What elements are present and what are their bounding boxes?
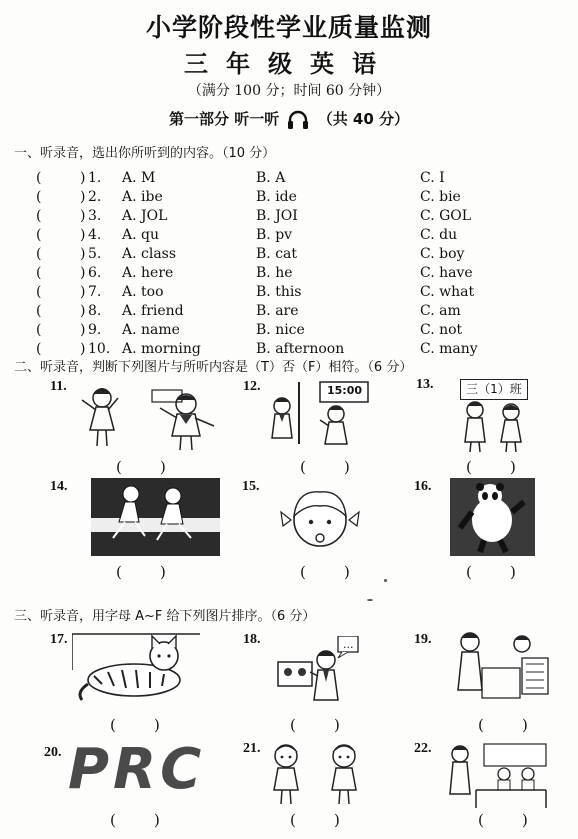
- class-sign: 三（1）班: [460, 379, 528, 400]
- question-row: [30, 265, 570, 284]
- answer-paren-open[interactable]: (: [36, 189, 42, 205]
- option-c: C. GOL: [420, 208, 472, 224]
- question-number: 7.: [88, 284, 102, 300]
- answer-paren-close[interactable]: ): [80, 341, 86, 357]
- item-number: 18.: [243, 632, 261, 647]
- option-c: C. du: [420, 227, 458, 243]
- answer-blank[interactable]: ( ): [110, 716, 160, 734]
- answer-blank[interactable]: ( ): [478, 811, 528, 829]
- picture-classroom-students: [446, 740, 550, 810]
- picture-classroom-board: [452, 628, 550, 704]
- option-a: A. name: [122, 322, 180, 338]
- question-row: [30, 227, 570, 246]
- answer-blank[interactable]: ( ): [290, 811, 340, 829]
- picture-boy-girl-classroom: [455, 400, 535, 452]
- headphones-icon: [287, 110, 309, 130]
- option-c: C. many: [420, 341, 478, 357]
- question-row: [30, 303, 570, 322]
- picture-girl-face: [275, 480, 365, 560]
- answer-blank[interactable]: ( ): [116, 563, 166, 581]
- option-c: C. what: [420, 284, 475, 300]
- item-number: 20.: [44, 745, 62, 760]
- panda-drawing: [450, 478, 535, 556]
- option-b: B. nice: [256, 322, 305, 338]
- option-a: A. JOL: [122, 208, 168, 224]
- clock-time: 15:00: [327, 384, 363, 397]
- option-a: A. too: [122, 284, 164, 300]
- question-row: [30, 170, 570, 189]
- picture-two-children-waving: [74, 380, 234, 452]
- answer-paren-open[interactable]: (: [36, 227, 42, 243]
- option-c: C. boy: [420, 246, 465, 262]
- answer-blank[interactable]: ( ): [466, 458, 516, 476]
- answer-paren-open[interactable]: (: [36, 208, 42, 224]
- option-b: B. JOI: [256, 208, 298, 224]
- answer-blank[interactable]: ( ): [116, 458, 166, 476]
- answer-paren-open[interactable]: (: [36, 284, 42, 300]
- picture-cat: [72, 630, 200, 706]
- item-number: 14.: [50, 479, 68, 494]
- question-row: [30, 246, 570, 265]
- answer-paren-close[interactable]: ): [80, 322, 86, 338]
- answer-paren-open[interactable]: (: [36, 341, 42, 357]
- answer-paren-open[interactable]: (: [36, 246, 42, 262]
- item-number: 19.: [414, 632, 432, 647]
- option-b: B. afternoon: [256, 341, 345, 357]
- item-number: 16.: [414, 479, 432, 494]
- question-number: 8.: [88, 303, 102, 319]
- question-row: [30, 208, 570, 227]
- question-number: 4.: [88, 227, 102, 243]
- answer-paren-close[interactable]: ): [80, 208, 86, 224]
- option-b: B. he: [256, 265, 293, 281]
- option-c: C. I: [420, 170, 445, 186]
- option-b: B. ide: [256, 189, 297, 205]
- option-a: A. class: [122, 246, 177, 262]
- section3-instruction: 三、听录音，用字母 A~F 给下列图片排序。（6 分）: [14, 609, 316, 624]
- option-a: A. here: [122, 265, 174, 281]
- option-b: B. pv: [256, 227, 293, 243]
- option-a: A. qu: [122, 227, 159, 243]
- section1-instruction: 一、听录音，选出你所听到的内容。（10 分）: [14, 146, 276, 161]
- answer-paren-close[interactable]: ): [80, 189, 86, 205]
- answer-blank[interactable]: ( ): [466, 563, 516, 581]
- question-row: [30, 189, 570, 208]
- option-b: B. this: [256, 284, 302, 300]
- option-c: C. have: [420, 265, 473, 281]
- smudge: [367, 599, 373, 601]
- question-row: [30, 284, 570, 303]
- answer-blank[interactable]: ( ): [300, 458, 350, 476]
- answer-blank[interactable]: ( ): [478, 716, 528, 734]
- answer-blank[interactable]: ( ): [290, 716, 340, 734]
- option-b: B. A: [256, 170, 286, 186]
- item-number: 12.: [243, 379, 261, 394]
- running-children-drawing: [91, 478, 220, 556]
- speech-bubble-text: ...: [343, 638, 354, 651]
- exam-subtitle: 三年级英语: [184, 49, 394, 78]
- option-a: A. ibe: [122, 189, 163, 205]
- question-number: 1.: [88, 170, 102, 186]
- answer-paren-open[interactable]: (: [36, 265, 42, 281]
- option-a: A. friend: [122, 303, 184, 319]
- option-c: C. bie: [420, 189, 461, 205]
- question-number: 10.: [88, 341, 111, 357]
- exam-title: 小学阶段性学业质量监测: [145, 13, 432, 42]
- item-number: 17.: [50, 632, 68, 647]
- answer-paren-close[interactable]: ): [80, 265, 86, 281]
- answer-blank[interactable]: ( ): [300, 563, 350, 581]
- option-a: A. M: [122, 170, 156, 186]
- option-b: B. cat: [256, 246, 298, 262]
- part-title-text: 第一部分 听一听: [168, 110, 280, 128]
- item-number: 21.: [243, 741, 261, 756]
- smudge: [384, 579, 387, 582]
- question-number: 2.: [88, 189, 102, 205]
- answer-paren-close[interactable]: ): [80, 170, 86, 186]
- prc-logo: PRC: [68, 737, 206, 802]
- item-number: 13.: [416, 377, 434, 392]
- answer-paren-open[interactable]: (: [36, 303, 42, 319]
- exam-info: （满分 100 分；时间 60 分钟）: [187, 83, 391, 99]
- option-b: B. are: [256, 303, 299, 319]
- answer-paren-close[interactable]: ): [80, 227, 86, 243]
- answer-paren-close[interactable]: ): [80, 284, 86, 300]
- picture-panda: [450, 478, 535, 556]
- item-number: 11.: [50, 379, 67, 394]
- question-number: 9.: [88, 322, 102, 338]
- question-number: 5.: [88, 246, 102, 262]
- picture-two-girls: [264, 740, 372, 808]
- item-number: 22.: [414, 741, 432, 756]
- part-score: （共 40 分）: [317, 110, 410, 128]
- question-number: 6.: [88, 265, 102, 281]
- answer-paren-close[interactable]: ): [80, 246, 86, 262]
- question-number: 3.: [88, 208, 102, 224]
- answer-paren-close[interactable]: ): [80, 303, 86, 319]
- part-title: [0, 108, 578, 130]
- option-a: A. morning: [122, 341, 201, 357]
- answer-blank[interactable]: ( ): [110, 811, 160, 829]
- picture-children-running: [91, 478, 220, 556]
- question-row: [30, 322, 570, 341]
- item-number: 15.: [242, 479, 260, 494]
- section2-instruction: 二、听录音，判断下列图片与所听内容是（T）否（F）相符。（6 分）: [14, 360, 413, 375]
- answer-paren-open[interactable]: (: [36, 322, 42, 338]
- option-c: C. not: [420, 322, 463, 338]
- option-c: C. am: [420, 303, 461, 319]
- answer-paren-open[interactable]: (: [36, 170, 42, 186]
